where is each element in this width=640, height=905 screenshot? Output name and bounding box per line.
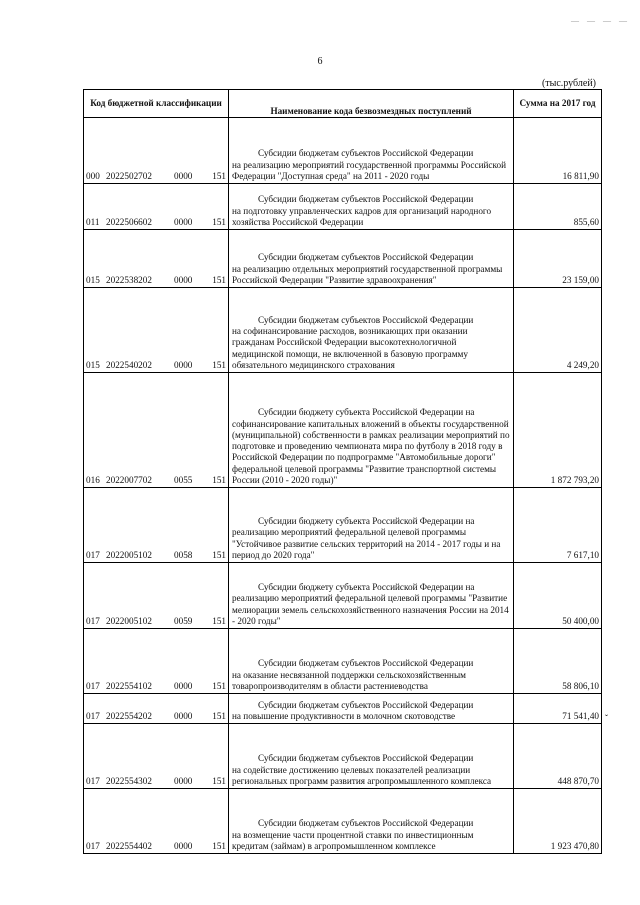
table-row (84, 694, 602, 724)
name-continuation: реализацию мероприятий федеральной целевой программы "Развитие мелиорации земель сельскохозяйственного назначения России на 2014 - 2020 годы" (232, 593, 509, 626)
income-code: 2022554402 (106, 840, 152, 851)
econ-code: 151 (212, 474, 226, 485)
income-code: 2022554302 (106, 775, 152, 786)
page-number: 6 (317, 56, 323, 67)
budget-code-cell (84, 789, 229, 854)
name-continuation: на содействие достижению целевых показателей реализации региональных программ развития агропромышленного комплекса (232, 764, 492, 786)
admin-code: 015 (86, 359, 100, 370)
subtype-code: 0000 (174, 680, 193, 691)
revenue-name-cell (229, 789, 514, 854)
name-first-line: Субсидии бюджету субъекта Российской Федерации на (258, 407, 475, 418)
table-row (84, 789, 602, 854)
scan-mark: ˇ (605, 713, 608, 723)
sum-cell: 23 159,00 (514, 230, 602, 288)
income-code: 2022502702 (106, 170, 152, 181)
econ-code: 151 (212, 710, 226, 721)
header-name: Наименование кода безвозмездных поступлений (229, 90, 514, 118)
header-code: Код бюджетной классификации (84, 90, 229, 118)
table-row (84, 288, 602, 373)
admin-code: 000 (86, 170, 100, 181)
name-continuation: на оказание несвязанной поддержки сельскохозяйственным товаропроизводителям в области растениеводства (232, 669, 466, 691)
name-first-line: Субсидии бюджетам субъектов Российской Федерации (258, 194, 474, 205)
income-code: 2022540202 (106, 359, 152, 370)
name-continuation: на реализацию мероприятий государственной программы Российской Федерации "Доступная среда" на 2011 - 2020 годы (232, 159, 507, 181)
admin-code: 017 (86, 775, 100, 786)
revenue-name-cell (229, 184, 514, 230)
table-row (84, 488, 602, 563)
econ-code: 151 (212, 216, 226, 227)
name-continuation: софинансирование капитальных вложений в объекты государственной (муниципальной) собственности в рамках реализации мероприятий по подготовке и проведению чемпионата мира по футболу в 2018 году в Российской Федерации по подпрограмме "Автомобильные дороги" федеральной целевой программы "Развитие транспортной системы России (2010 - 2020 годы)" (232, 418, 510, 485)
income-code: 2022007702 (106, 474, 152, 485)
table-row (84, 629, 602, 694)
unit-note: (тыс.рублей) (541, 78, 596, 89)
budget-code-cell (84, 563, 229, 629)
budget-code-cell (84, 373, 229, 488)
name-continuation: на подготовку управленческих кадров для организаций народного хозяйства Российской Федерации (232, 205, 492, 227)
table-header-row (84, 90, 602, 118)
revenue-name-cell (229, 118, 514, 184)
name-first-line: Субсидии бюджетам субъектов Российской Федерации (258, 818, 474, 829)
name-continuation: на софинансирование расходов, возникающих при оказании гражданам Российской Федерации высокотехнологичной медицинской помощи, не включенной в базовую программу обязательного медицинского страхования (232, 326, 468, 370)
admin-code: 017 (86, 680, 100, 691)
name-first-line: Субсидии бюджету субъекта Российской Федерации на (258, 516, 475, 527)
econ-code: 151 (212, 680, 226, 691)
name-first-line: Субсидии бюджету субъекта Российской Федерации на (258, 582, 475, 593)
econ-code: 151 (212, 615, 226, 626)
table-row (84, 184, 602, 230)
subtype-code: 0000 (174, 840, 193, 851)
subtype-code: 0000 (174, 216, 193, 227)
admin-code: 011 (86, 216, 100, 227)
budget-code-cell (84, 230, 229, 288)
econ-code: 151 (212, 549, 226, 560)
name-continuation: на возмещение части процентной ставки по инвестиционным кредитам (займам) в агропромышленном комплексе (232, 829, 474, 851)
econ-code: 151 (212, 359, 226, 370)
table-row (84, 230, 602, 288)
subtype-code: 0055 (174, 474, 193, 485)
sum-cell: 58 806,10 (514, 629, 602, 694)
sum-cell: 16 811,90 (514, 118, 602, 184)
name-continuation: реализацию мероприятий федеральной целевой программы "Устойчивое развитие сельских территорий на 2014 - 2017 годы и на период до 2020 года" (232, 527, 501, 560)
income-code: 2022005102 (106, 615, 152, 626)
revenue-name-cell (229, 230, 514, 288)
admin-code: 017 (86, 615, 100, 626)
budget-code-cell (84, 488, 229, 563)
sum-cell: 71 541,40 (514, 694, 602, 724)
subtype-code: 0000 (174, 170, 193, 181)
sum-cell: 1 923 470,80 (514, 789, 602, 854)
budget-code-cell (84, 118, 229, 184)
econ-code: 151 (212, 775, 226, 786)
sum-cell: 50 400,00 (514, 563, 602, 629)
name-first-line: Субсидии бюджетам субъектов Российской Федерации (258, 252, 474, 263)
revenue-name-cell (229, 488, 514, 563)
name-first-line: Субсидии бюджетам субъектов Российской Федерации (258, 699, 474, 710)
subtype-code: 0059 (174, 615, 193, 626)
revenue-name-cell (229, 288, 514, 373)
admin-code: 016 (86, 474, 100, 485)
budget-code-cell (84, 288, 229, 373)
budget-code-cell (84, 724, 229, 789)
revenue-table (83, 89, 602, 854)
sum-cell: 4 249,20 (514, 288, 602, 373)
econ-code: 151 (212, 274, 226, 285)
subtype-code: 0000 (174, 775, 193, 786)
sum-cell: 7 617,10 (514, 488, 602, 563)
name-first-line: Субсидии бюджетам субъектов Российской Федерации (258, 753, 474, 764)
revenue-name-cell (229, 724, 514, 789)
table-row (84, 118, 602, 184)
income-code: 2022538202 (106, 274, 152, 285)
budget-code-cell (84, 629, 229, 694)
income-code: 2022554202 (106, 710, 152, 721)
income-code: 2022005102 (106, 549, 152, 560)
income-code: 2022554102 (106, 680, 152, 691)
admin-code: 017 (86, 710, 100, 721)
revenue-name-cell (229, 694, 514, 724)
econ-code: 151 (212, 170, 226, 181)
subtype-code: 0000 (174, 274, 193, 285)
scan-marks: — — — — (571, 16, 630, 25)
name-continuation: на повышение продуктивности в молочном скотоводстве (232, 710, 456, 721)
name-first-line: Субсидии бюджетам субъектов Российской Федерации (258, 314, 474, 325)
budget-code-cell (84, 694, 229, 724)
admin-code: 015 (86, 274, 100, 285)
econ-code: 151 (212, 840, 226, 851)
sum-cell: 855,60 (514, 184, 602, 230)
header-sum: Сумма на 2017 год (514, 90, 602, 118)
revenue-name-cell (229, 629, 514, 694)
subtype-code: 0000 (174, 359, 193, 370)
revenue-name-cell (229, 563, 514, 629)
sum-cell: 1 872 793,20 (514, 373, 602, 488)
admin-code: 017 (86, 840, 100, 851)
name-first-line: Субсидии бюджетам субъектов Российской Федерации (258, 658, 474, 669)
subtype-code: 0000 (174, 710, 193, 721)
table-row (84, 373, 602, 488)
table-row (84, 724, 602, 789)
name-first-line: Субсидии бюджетам субъектов Российской Федерации (258, 148, 474, 159)
name-continuation: на реализацию отдельных мероприятий государственной программы Российской Федерации "Развитие здравоохранения" (232, 263, 503, 285)
table-row (84, 563, 602, 629)
sum-cell: 448 870,70 (514, 724, 602, 789)
revenue-name-cell (229, 373, 514, 488)
income-code: 2022506602 (106, 216, 152, 227)
admin-code: 017 (86, 549, 100, 560)
budget-code-cell (84, 184, 229, 230)
subtype-code: 0058 (174, 549, 193, 560)
